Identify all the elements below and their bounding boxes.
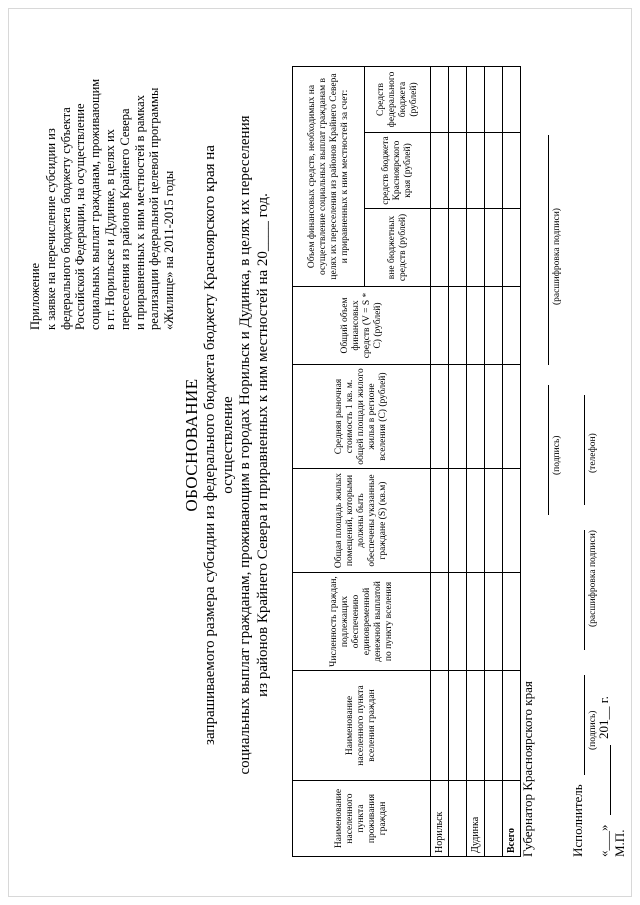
table-row-total bbox=[503, 66, 521, 856]
table-row bbox=[449, 66, 467, 856]
annex-line: к заявке на перечисление субсидии из bbox=[43, 128, 58, 330]
table-row bbox=[431, 66, 449, 856]
date-month-line bbox=[610, 745, 611, 815]
header-total-area: Общая площадь жилых помещений, которыми должны быть обеспечены указанные граждане (S) (кв.м) bbox=[293, 469, 431, 573]
row-label: Норильск bbox=[431, 781, 449, 857]
header-regional-budget: средств бюджета Красноярского края (рублей) bbox=[365, 133, 431, 209]
annex-line: Российской Федерации, на осуществление bbox=[73, 103, 88, 330]
executor-name-caption: (расшифровка подписи) bbox=[588, 530, 598, 627]
annex-line: в гг. Норильске и Дудинке, в целях их bbox=[102, 129, 117, 330]
annex-line: социальных выплат гражданам, проживающим bbox=[88, 78, 103, 330]
table-row bbox=[467, 66, 485, 856]
table-row bbox=[485, 66, 503, 856]
date-year: 201__ г. bbox=[596, 696, 611, 739]
justification-table bbox=[292, 66, 521, 857]
date-day: «___» bbox=[596, 824, 611, 857]
annex-line: «Жилище» на 2011-2015 годы bbox=[162, 170, 177, 330]
annex-line: переселения из районов Крайнего Севера bbox=[117, 108, 132, 330]
annex-title: Приложение bbox=[28, 262, 42, 330]
row-label-total: Всего bbox=[503, 781, 521, 857]
title-line-2: социальных выплат гражданам, проживающим в городах Норильск и Дудинка, в целях их переселения bbox=[237, 115, 253, 775]
header-federal-budget: Средств федерального бюджета (рублей) bbox=[365, 66, 431, 132]
header-residence: Наименование населенного пункта проживания граждан bbox=[293, 781, 431, 857]
title-line-1: запрашиваемого размера субсидии из федерального бюджета бюджету Красноярского края на осуществление bbox=[202, 145, 236, 745]
header-total-volume: Общий объем финансовых средств (V = S * C) (рублей) bbox=[293, 287, 431, 365]
executor-signature-caption: (подпись) bbox=[588, 710, 598, 750]
phone-line bbox=[584, 395, 585, 505]
executor-label: Исполнитель bbox=[570, 784, 585, 857]
annex-line: реализации федеральной целевой программы bbox=[147, 87, 162, 330]
header-funding-sources: Объем финансовых средств, необходимых на осуществление социальных выплат гражданам в целях их переселения из районов Крайнего Севера и приравненных к ним местностей за счет: bbox=[293, 66, 365, 286]
document-heading: ОБОСНОВАНИЕ bbox=[182, 378, 201, 512]
signature-caption: (подпись) bbox=[552, 435, 562, 475]
title-line-3: из районов Крайнего Севера и приравненных к ним местностей на 20____ год. bbox=[254, 193, 271, 697]
row-label: Дудинка bbox=[467, 781, 485, 857]
governor-label: Губернатор Красноярского края bbox=[520, 681, 535, 857]
header-extrabudgetary: вне бюджетных средств (рублей) bbox=[365, 209, 431, 287]
header-avg-price: Средняя рыночная стоимость 1 кв. м. общей площади жилого жилья в регионе вселения (С) (рублей) bbox=[293, 365, 431, 469]
annex-line: и приравненных к ним местностей в рамках bbox=[132, 95, 147, 330]
signature-line bbox=[548, 385, 549, 515]
name-caption: (расшифровка подписи) bbox=[552, 208, 562, 305]
stamp-place: М.П. bbox=[612, 829, 627, 857]
executor-signature-line bbox=[584, 675, 585, 775]
name-line bbox=[548, 135, 549, 365]
executor-name-line bbox=[584, 530, 585, 650]
header-destination: Наименование населенного пункта вселения граждан bbox=[293, 671, 431, 781]
header-citizens-count: Численность граждан, подлежащих обеспечению единовременной денежной выплатой по пункту вселения bbox=[293, 573, 431, 671]
row-label bbox=[485, 781, 503, 857]
annex-line: федерального бюджета бюджету субъекта bbox=[58, 107, 73, 330]
row-label bbox=[449, 781, 467, 857]
document-title bbox=[182, 105, 272, 785]
annex-block bbox=[28, 20, 177, 330]
phone-caption: (телефон) bbox=[588, 433, 598, 473]
